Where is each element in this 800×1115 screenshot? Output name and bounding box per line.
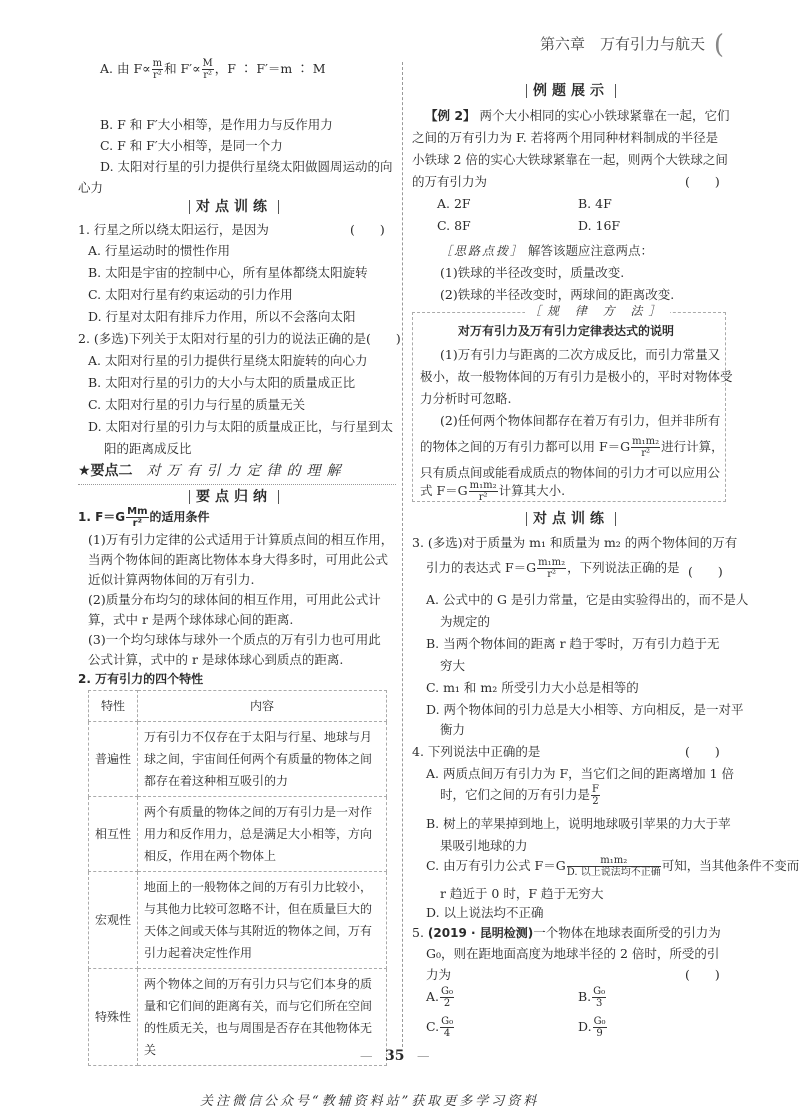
question-5: 5. (2019 · 昆明检测)一个物体在地球表面所受的引力为 — [412, 925, 721, 940]
method-line: 的物体之间的万有引力都可以用 F＝G $\frac{\text{m₁m₂}}{\text{r²}}$ 进行计算， — [420, 436, 724, 459]
option: B. 当两个物体间的距离 r 趋于零时，万有引力趋于无 — [426, 636, 720, 651]
option-cont: 为规定的 — [440, 614, 491, 629]
option-cont: 衡力 — [440, 722, 466, 737]
method-line: 只有质点间或能看成质点的物体间的引力才可以应用公 — [420, 465, 721, 480]
table-row: 特殊性 两个物体之间的万有引力只与它们本身的质量和它们间的距离有关，而与它们所在空间的性质无关，也与周围是否存在其他物体无关 — [89, 969, 387, 1066]
option: C. 太阳对行星的引力与行星的质量无关 — [88, 397, 306, 412]
answer-blank: ( ) — [350, 222, 385, 237]
fraction: $\frac{M}{\text{r²}}$ — [202, 58, 213, 81]
option-cont: 穷大 — [440, 658, 466, 673]
option: C. 太阳对行星有约束运动的引力作用 — [88, 287, 293, 302]
table-row: 普遍性 万有引力不仅存在于太阳与行星、地球与月球之间，宇宙间任何两个有质量的物体之间都存在着这种相互吸引的力 — [89, 722, 387, 797]
example-2: 【例 2】 两个大小相同的实心小铁球紧靠在一起，它们 — [425, 108, 730, 123]
paragraph-line: (1)万有引力定律的公式适用于计算质点间的相互作用， — [88, 532, 394, 547]
subheading-2: 2. 万有引力的四个特性 — [78, 672, 204, 686]
hint: ［思路点拨］ 解答该题应注意两点： — [440, 243, 654, 258]
option: D. 太阳对行星的引力与太阳的质量成正比，与行星到太 — [88, 419, 394, 434]
option: A. 两质点间万有引力为 F，当它们之间的距离增加 1 倍 — [426, 766, 735, 781]
option: D. 行星对太阳有排斥力作用，所以不会落向太阳 — [88, 309, 356, 324]
hint-line: (1)铁球的半径改变时，质量改变. — [440, 265, 625, 280]
option-d-cont: 心力 — [78, 180, 104, 195]
method-line: (2)任何两个物体间都存在着万有引力，但并非所有 — [440, 413, 721, 428]
question-1: 1. 行星之所以绕太阳运行，是因为 — [78, 222, 269, 237]
answer-blank: ( ) — [685, 744, 720, 759]
method-line: 式 F＝G $\frac{\text{m₁m₂}}{\text{r²}}$ 计算其大小. — [420, 480, 566, 503]
hint-line: (2)铁球的半径改变时，两球间的距离改变. — [440, 287, 675, 302]
column-divider — [402, 62, 403, 1047]
option: A. 太阳对行星的引力提供行星绕太阳旋转的向心力 — [88, 353, 368, 368]
option-cont: 时，它们之间的万有引力是 $\frac{F}{2}$ — [440, 784, 599, 807]
paragraph-line: (3)一个均匀球体与球外一个质点的万有引力也可用此 — [88, 632, 381, 647]
key-point-heading: ★要点二 对万有引力定律的理解 — [78, 460, 396, 485]
section-title: 要点归纳 — [183, 486, 285, 506]
method-label: ［规 律 方 法］ — [525, 302, 670, 319]
page-number: — 35 — — [360, 1048, 430, 1064]
option-c: C. F 和 F′大小相等，是同一个力 — [100, 138, 283, 153]
option: B. $\frac{\text{G₀}}{3}$ — [578, 986, 606, 1009]
question-2: 2. (多选)下列关于太阳对行星的引力的说法正确的是 — [78, 331, 367, 346]
question-5-cont: G₀，则在距地面高度为地球半径的 2 倍时，所受的引 — [426, 946, 720, 961]
option: C. 8F — [437, 218, 471, 233]
answer-blank: ( ) — [685, 967, 720, 982]
option-cont: 阳的距离成反比 — [104, 441, 192, 456]
footer-note: 关注微信公众号“教辅资料站”获取更多学习资料 — [200, 1094, 540, 1109]
option: D. $\frac{\text{G₀}}{9}$ — [578, 1016, 606, 1039]
answer-blank: ( ) — [366, 331, 401, 346]
option: A. $\frac{\text{G₀}}{2}$ — [426, 986, 454, 1009]
paragraph-line: 算，式中 r 是两个球体球心间的距离. — [88, 612, 294, 627]
option-cont: 果吸引地球的力 — [440, 838, 528, 853]
paragraph-line: 近似计算两物体间的万有引力. — [88, 572, 255, 587]
option: B. 4F — [578, 196, 612, 211]
question-3-cont: 引力的表达式 F＝G $\frac{\text{m₁m₂}}{\text{r²}}$ ，下列说法正确的是 — [426, 557, 680, 580]
properties-table — [88, 690, 387, 1066]
paragraph-line: 的万有引力为 — [412, 174, 488, 189]
option: B. 太阳对行星的引力的大小与太阳的质量成正比 — [88, 375, 356, 390]
method-line: (1)万有引力与距离的二次方成反比，而引力常量又 — [440, 347, 721, 362]
chapter-header: 第六章 万有引力与航天 ( — [540, 30, 724, 60]
subheading-1: 1. F＝G $\frac{Mm}{\text{r²}}$ 的适用条件 — [78, 506, 210, 529]
section-title: 例题展示 — [520, 80, 622, 100]
bracket-decoration: ( — [713, 30, 724, 60]
paragraph-line: 小铁球 2 倍的实心大铁球紧靠在一起，则两个大铁球之间 — [412, 152, 728, 167]
option: A. 行星运动时的惯性作用 — [88, 243, 230, 258]
paragraph-line: 之间的万有引力为 F. 若将两个用同种材料制成的半径是 — [412, 130, 719, 145]
paragraph-line: 当两个物体间的距离比物体本身大得多时，可用此公式 — [88, 552, 389, 567]
answer-blank: ( ) — [688, 564, 723, 579]
answer-blank: ( ) — [685, 174, 720, 189]
table-header: 特性 内容 — [89, 691, 387, 722]
option: B. 太阳是宇宙的控制中心，所有星体都绕太阳旋转 — [88, 265, 368, 280]
method-line: 力分析时可忽略. — [420, 391, 512, 406]
section-title: 对点训练 — [520, 508, 622, 528]
question-4: 4. 下列说法中正确的是 — [412, 744, 541, 759]
option: D. 以上说法均不正确 — [426, 905, 544, 920]
option-cont: r 趋近于 0 时，F 趋于无穷大 — [440, 886, 604, 901]
paragraph-line: 公式计算，式中的 r 是球体球心到质点的距离. — [88, 652, 344, 667]
option-b: B. F 和 F′大小相等，是作用力与反作用力 — [100, 117, 333, 132]
option: C. m₁ 和 m₂ 所受引力大小总是相等的 — [426, 680, 639, 695]
paragraph-line: (2)质量分布均匀的球体间的相互作用，可用此公式计 — [88, 592, 381, 607]
question-3: 3. (多选)对于质量为 m₁ 和质量为 m₂ 的两个物体间的万有 — [412, 535, 738, 550]
option-a: A. 由 F∝ $\frac{m}{\text{r²}}$ 和 F′∝ $\frac{M}{\text{r²}}$ ，F ∶ F′＝m ∶ M — [100, 58, 326, 81]
table-row: 宏观性 地面上的一般物体之间的万有引力比较小，与其他力比较可忽略不计，但在质量巨大的天体之间或天体与其附近的物体之间，万有引力起着决定性作用 — [89, 872, 387, 969]
option: B. 树上的苹果掉到地上，说明地球吸引苹果的力大于苹 — [426, 816, 731, 831]
fraction: $\frac{m}{\text{r²}}$ — [152, 58, 163, 81]
method-title: 对万有引力及万有引力定律表达式的说明 — [458, 324, 675, 338]
option: A. 公式中的 G 是引力常量，它是由实验得出的，而不是人 — [426, 592, 749, 607]
option: C. $\frac{\text{G₀}}{4}$ — [426, 1016, 454, 1039]
option: D. 两个物体间的引力总是大小相等、方向相反，是一对平 — [426, 702, 744, 717]
option: C. 由万有引力公式 F＝G $\frac{\text{m₁m₂}}{\text{D. 以上说法均不正确}}$ 可知，当其他条件不变而 — [426, 855, 800, 878]
method-line: 极小，故一般物体间的万有引力是极小的，平时对物体受 — [420, 369, 733, 384]
table-row: 相互性 两个有质量的物体之间的万有引力是一对作用力和反作用力，总是满足大小相等，方向相反，作用在两个物体上 — [89, 797, 387, 872]
option-d: D. 太阳对行星的引力提供行星绕太阳做圆周运动的向 — [100, 159, 393, 174]
section-title: 对点训练 — [183, 196, 285, 216]
option: A. 2F — [437, 196, 471, 211]
question-5-cont: 力为 — [426, 967, 452, 982]
option: D. 16F — [578, 218, 621, 233]
